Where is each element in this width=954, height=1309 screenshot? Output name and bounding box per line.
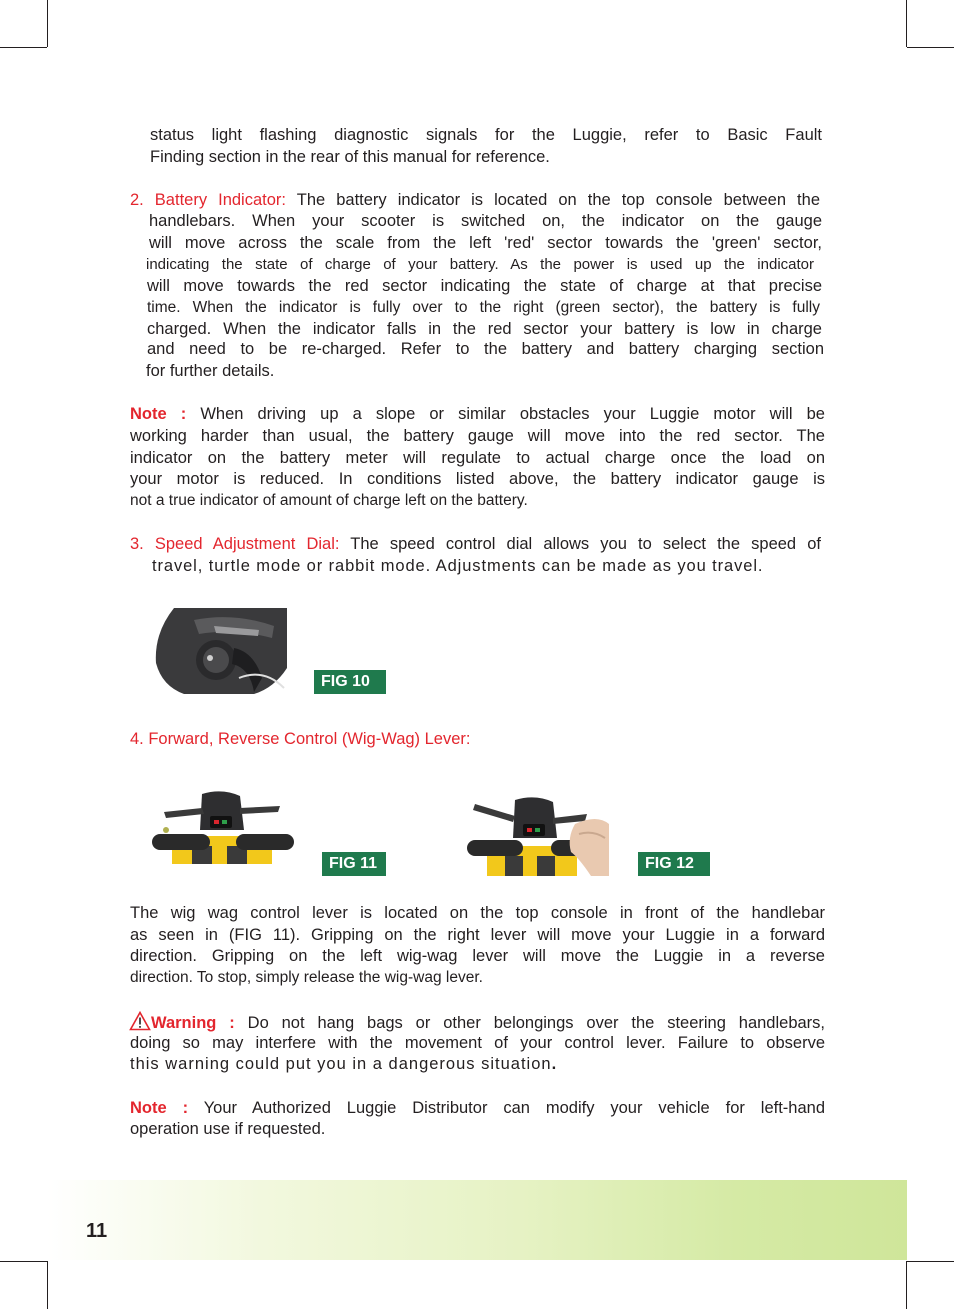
warning-line-2: doing so may interfere with the movement of your control lever. Failure to observe bbox=[130, 1034, 825, 1052]
speed-dial-photo bbox=[154, 608, 287, 694]
note1-line-3: indicator on the battery meter will regulate to actual charge once the load on bbox=[130, 449, 825, 467]
warning-text-3: this warning could put you in a dangerous situation bbox=[130, 1055, 552, 1073]
battery-line-7: charged. When the indicator falls in the red sector your battery is low in charge bbox=[147, 320, 822, 338]
warning-period: . bbox=[551, 1055, 558, 1073]
battery-line-8: and need to be re-charged. Refer to the battery and battery charging section bbox=[147, 340, 824, 358]
crop-mark-br-v bbox=[906, 1261, 907, 1309]
note1-text-1: When driving up a slope or similar obstacles your Luggie motor will be bbox=[200, 405, 825, 423]
crop-mark-bl-h bbox=[0, 1261, 47, 1262]
warning-text-1: Do not hang bags or other belongings over the steering handlebars, bbox=[247, 1014, 826, 1032]
battery-text-1: The battery indicator is located on the top console between the bbox=[296, 191, 820, 209]
fig11-label: FIG 11 bbox=[322, 852, 386, 876]
note2-text-1: Your Authorized Luggie Distributor can modify your vehicle for left-hand bbox=[203, 1099, 825, 1117]
battery-line-3: will move across the scale from the left 'red' sector towards the 'green' sector, bbox=[149, 234, 822, 252]
wigwag-line-3: direction. Gripping on the left wig-wag lever will move the Luggie in a reverse bbox=[130, 947, 825, 965]
warning-triangle-icon bbox=[129, 1011, 151, 1031]
battery-line-9: for further details. bbox=[146, 362, 275, 380]
speed-heading: 3. Speed Adjustment Dial: bbox=[130, 535, 340, 553]
battery-heading: 2. Battery Indicator: bbox=[130, 191, 286, 209]
page-number: 11 bbox=[86, 1220, 108, 1242]
wigwag-line-1: The wig wag control lever is located on the top console in front of the handlebar bbox=[130, 904, 825, 922]
intro-line-1: status light flashing diagnostic signals for the Luggie, refer to Basic Fault bbox=[150, 126, 822, 144]
crop-mark-tl-v bbox=[47, 0, 48, 47]
battery-line-2: handlebars. When your scooter is switched on, the indicator on the gauge bbox=[149, 212, 822, 230]
handlebar-photo-fig12 bbox=[467, 794, 609, 876]
warning-line-1 bbox=[151, 1013, 825, 1035]
crop-mark-br-h bbox=[907, 1261, 954, 1262]
fig10-label: FIG 10 bbox=[314, 670, 386, 694]
note1-line-4: your motor is reduced. In conditions listed above, the battery indicator gauge is bbox=[130, 470, 825, 488]
battery-line-1 bbox=[130, 190, 820, 212]
crop-mark-bl-v bbox=[47, 1261, 48, 1309]
battery-line-4: indicating the state of charge of your battery. As the power is used up the indicator bbox=[146, 256, 814, 273]
warning-label: Warning : bbox=[151, 1014, 235, 1032]
handlebar-photo-fig11 bbox=[152, 790, 294, 864]
speed-line-1 bbox=[130, 534, 821, 556]
footer-band bbox=[47, 1180, 907, 1260]
note1-line-2: working harder than usual, the battery gauge will move into the red sector. The bbox=[130, 427, 825, 445]
crop-mark-tr-h bbox=[907, 47, 954, 48]
note2-line-1 bbox=[130, 1098, 825, 1120]
crop-mark-tr-v bbox=[906, 0, 907, 47]
wigwag-line-4: direction. To stop, simply release the wig-wag lever. bbox=[130, 969, 483, 986]
wigwag-line-2: as seen in (FIG 11). Gripping on the right lever will move your Luggie in a forward bbox=[130, 926, 825, 944]
speed-line-2: travel, turtle mode or rabbit mode. Adjustments can be made as you travel. bbox=[152, 557, 764, 575]
fig12-label: FIG 12 bbox=[638, 852, 710, 876]
battery-line-5: will move towards the red sector indicating the state of charge at that precise bbox=[147, 277, 822, 295]
speed-text-1: The speed control dial allows you to select the speed of bbox=[350, 535, 821, 553]
crop-mark-tl-h bbox=[0, 47, 47, 48]
note1-line-5: not a true indicator of amount of charge left on the battery. bbox=[130, 492, 528, 509]
note1-label: Note : bbox=[130, 405, 187, 423]
wigwag-heading: 4. Forward, Reverse Control (Wig-Wag) Lever: bbox=[130, 730, 471, 748]
note2-line-2: operation use if requested. bbox=[130, 1120, 326, 1138]
battery-line-6: time. When the indicator is fully over to the right (green sector), the battery is fully bbox=[147, 299, 820, 316]
note2-label: Note : bbox=[130, 1099, 189, 1117]
intro-line-2: Finding section in the rear of this manual for reference. bbox=[150, 148, 550, 166]
note1-line-1 bbox=[130, 404, 825, 426]
warning-line-3 bbox=[130, 1054, 825, 1076]
